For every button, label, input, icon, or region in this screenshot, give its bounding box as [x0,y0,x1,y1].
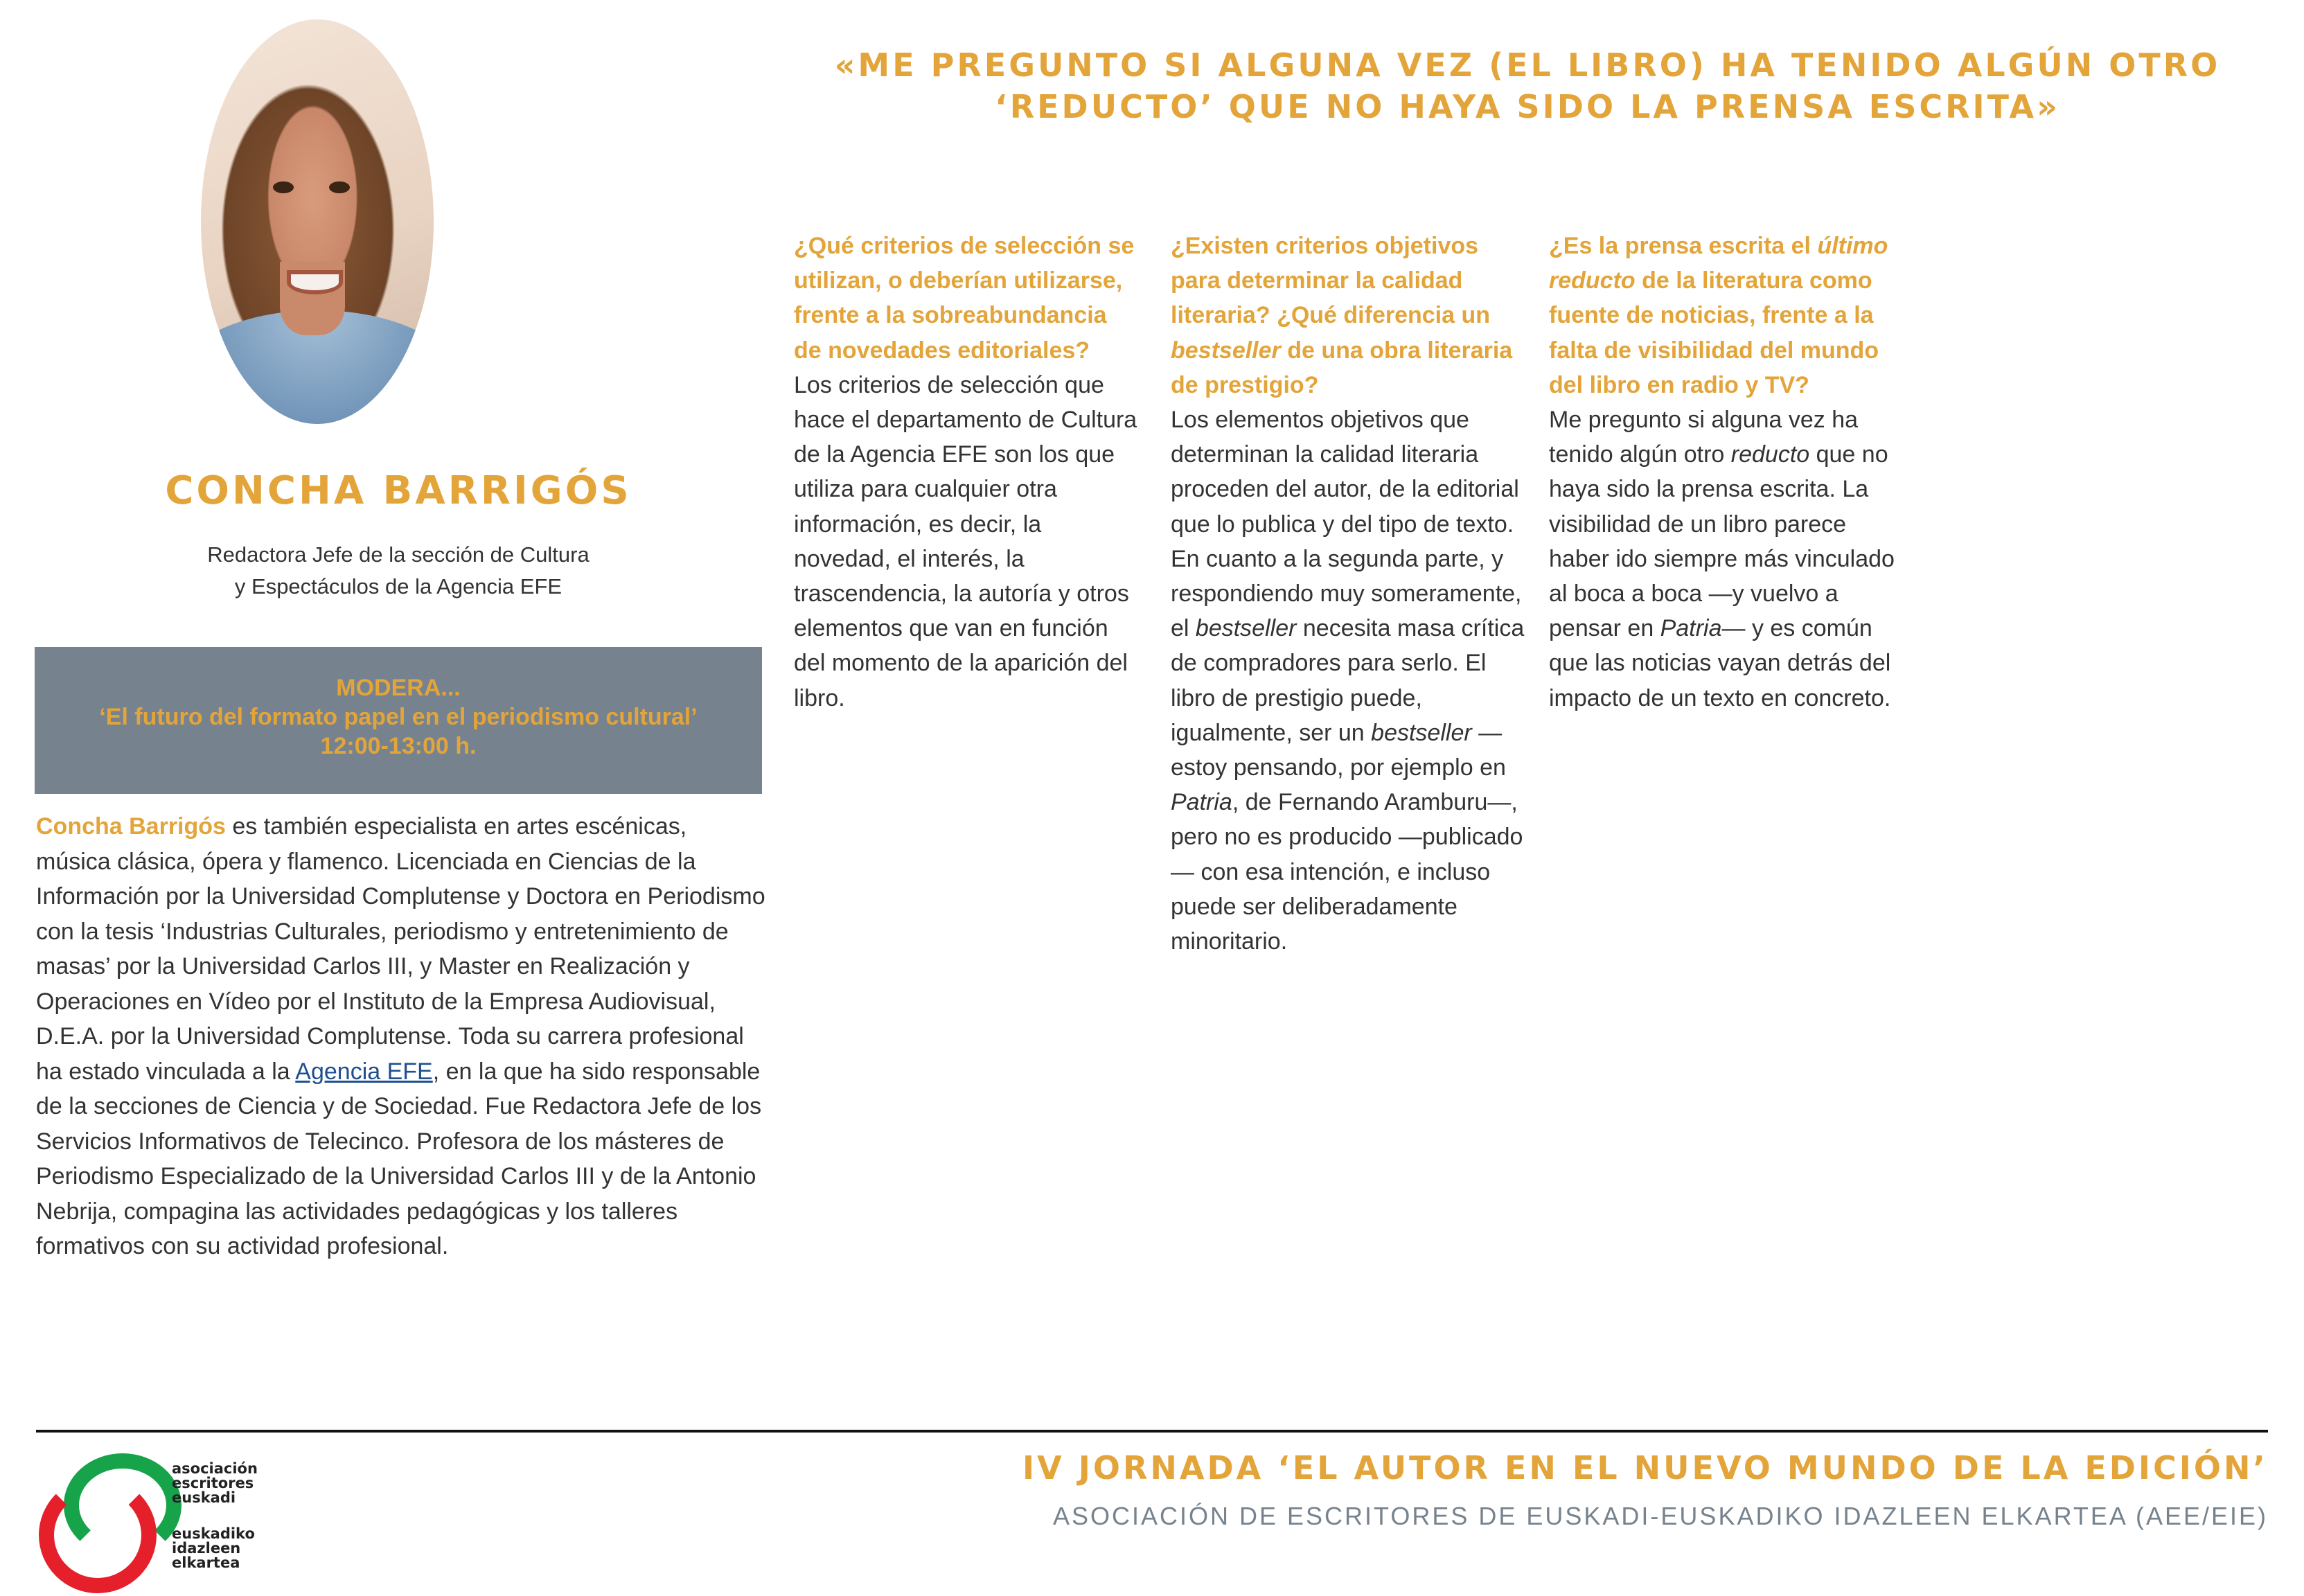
session-title: ‘El futuro del formato papel en el periodismo cultural’ [99,704,698,730]
question-2-emphasis: bestseller [1171,337,1281,364]
question-3-emphasis: último reducto [1549,233,1888,294]
qa-column-3 [1549,229,1909,716]
answer-2-em1: bestseller [1195,615,1297,642]
logo-text-eu-3: elkartea [172,1554,240,1571]
speaker-portrait [201,19,434,424]
logo-text-es-3: euskadi [172,1489,236,1506]
question-2-text-b: de una obra literaria de prestigio? [1171,337,1513,398]
logo-text-es-2: escritores [172,1475,254,1491]
speaker-name: CONCHA BARRIGÓS [165,468,632,513]
question-3-text-b: de la literatura como fuente de noticias, frente a la falta de visibilidad del mundo del libro en radio y TV? [1549,267,1879,398]
qa-column-2 [1171,229,1531,959]
answer-1: Los criterios de selección que hace el departamento de Cultura de la Agencia EFE son los que utiliza para cualquier otra información, es decir, la novedad, el interés, la trascendencia, la autoría y otros elementos que van en función del momento de la aparición del libro. [794,371,1137,711]
bio-text-part1: es también especialista en artes escénicas, música clásica, ópera y flamenco. Licenciada en Ciencias de la Información por la Universidad Complutense y Doctora en Periodismo con la tesis ‘Industrias Culturales, periodismo y entretenimiento de masas’ por la Universidad Carlos III, y Master en Realización y Operaciones en Vídeo por el Instituto de la Empresa Audiovisual, D.E.A. por la Universidad Complutense. Toda su carrera profesional ha estado vinculada a la [36,813,765,1085]
logo-text-eu-2: idazleen [172,1540,241,1557]
answer-3-text-c: — y es común que las noticias vayan detrás del impacto de un texto en concreto. [1549,615,1891,711]
portrait-eye-left [273,181,294,194]
question-1: ¿Qué criterios de selección se utilizan, o deberían utilizarse, frente a la sobreabundancia de novedades editoriales? [794,233,1135,364]
answer-2-text-d: , de Fernando Aramburu—, pero no es producido —publicado— con esa intención, e incluso puede ser deliberadamente minoritario. [1171,789,1523,955]
question-2 [1171,229,1531,402]
answer-2-em3: Patria [1171,789,1232,816]
logo-text-spanish [172,1462,258,1505]
answer-2-text-b: necesita masa crítica de compradores para serlo. El libro de prestigio puede, igualmente, ser un [1171,615,1525,746]
session-time: 12:00-13:00 h. [320,733,477,759]
answer-3-text-b: que no haya sido la prensa escrita. La visibilidad de un libro parece haber ido siempre más vinculado al boca a boca —y vuelvo a pensar en [1549,441,1895,642]
organization-name: ASOCIACIÓN DE ESCRITORES DE EUSKADI-EUSKADIKO IDAZLEEN ELKARTEA (AEE/EIE) [1052,1502,2268,1530]
answer-2 [1171,402,1531,959]
footer-divider [36,1430,2268,1433]
answer-3-text-a: Me pregunto si alguna vez ha tenido algún otro [1549,407,1859,468]
speaker-role [35,539,762,603]
bio-lead-name: Concha Barrigós [36,813,226,840]
portrait-smile [287,270,343,294]
answer-2-em2: bestseller [1371,719,1472,746]
speaker-role-line2: y Espectáculos de la Agencia EFE [234,574,562,598]
answer-2-text-c: —estoy pensando, por ejemplo en [1171,719,1506,781]
agencia-efe-link[interactable]: Agencia EFE [295,1058,433,1085]
question-3 [1549,229,1909,402]
portrait-eye-right [329,181,350,194]
question-3-text-a: ¿Es la prensa escrita el [1549,233,1818,259]
answer-2-text-a: Los elementos objetivos que determinan la calidad literaria proceden del autor, de la editorial que lo publica y del tipo de texto. En cuanto a la segunda parte, y respondiendo muy someramente, el [1171,407,1522,642]
speaker-bio [36,809,768,1264]
aee-logo [36,1449,285,1595]
moderator-label: MODERA... [336,675,461,701]
speaker-role-line1: Redactora Jefe de la sección de Cultura [207,542,590,567]
answer-3-em1: reducto [1730,441,1810,468]
qa-column-1 [794,229,1140,716]
headline-quote: «ME PREGUNTO SI ALGUNA VEZ (EL LIBRO) HA TENIDO ALGÚN OTRO ‘REDUCTO’ QUE NO HAYA SIDO LA PRENSA ESCRITA» [834,46,2221,125]
logo-text-basque [172,1527,255,1570]
answer-3 [1549,402,1909,716]
answer-3-em2: Patria [1660,615,1722,642]
question-2-text-a: ¿Existen criterios objetivos para determinar la calidad literaria? ¿Qué diferencia un [1171,233,1491,329]
logo-text-es-1: asociación [172,1460,258,1477]
moderator-box [35,647,762,794]
logo-text-eu-1: euskadiko [172,1525,255,1542]
event-title: IV JORNADA ‘EL AUTOR EN EL NUEVO MUNDO DE LA EDICIÓN’ [1022,1449,2268,1487]
logo-red-ring-icon [39,1477,157,1593]
bio-text-part2: , en la que ha sido responsable de la secciones de Ciencia y de Sociedad. Fue Redactora Jefe de los Servicios Informativos de Telecinco. Profesora de los másteres de Periodismo Especializado de la Universidad Carlos III y de la Antonio Nebrija, compagina las actividades pedagógicas y los talleres formativos con su actividad profesional. [36,1058,762,1259]
